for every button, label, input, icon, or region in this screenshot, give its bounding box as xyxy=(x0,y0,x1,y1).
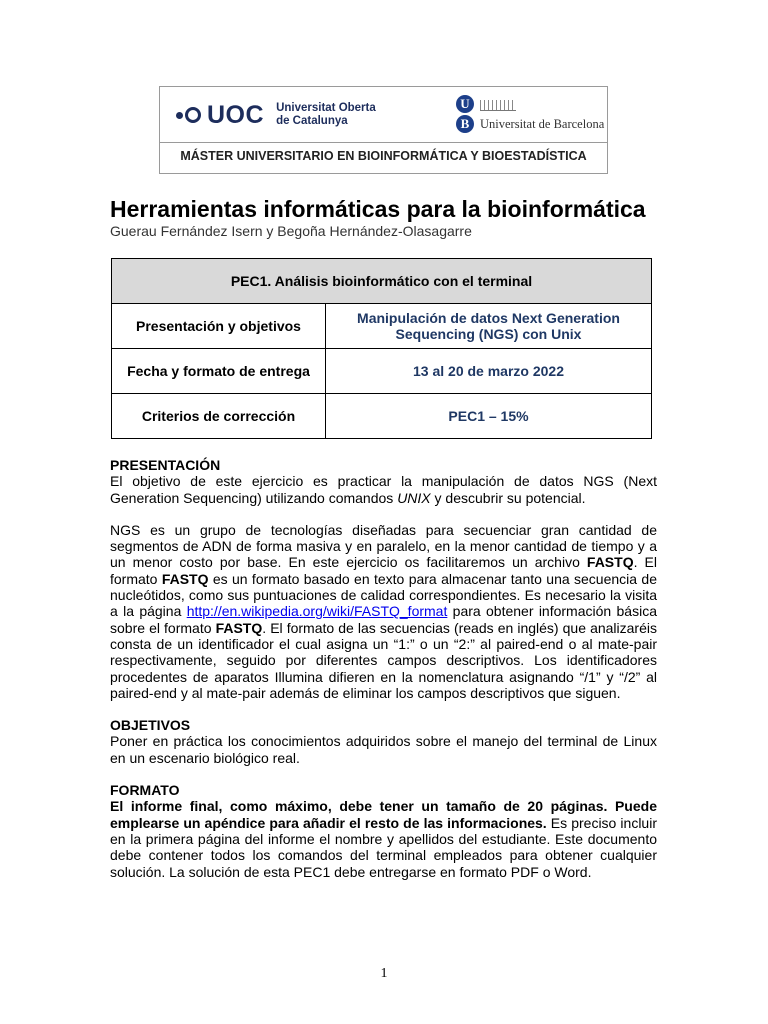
pec-info-table xyxy=(111,258,652,439)
formato-paragraph: El informe final, como máximo, debe tener un tamaño de 20 páginas. Puede emplearse un apéndice para añadir el resto de las informaciones. Es preciso incluir en la primera página del informe el nombre y apellidos del estudiante. Este documento debe contener todos los comandos del terminal empleados para obtener cualquier solución. La solución de esta PEC1 debe entregarse en formato PDF o Word. xyxy=(110,798,657,880)
ub-b-badge-icon: B xyxy=(456,115,474,133)
table-value: PEC1 – 15% xyxy=(326,394,652,439)
table-row xyxy=(112,394,652,439)
ub-building-icon xyxy=(480,100,516,111)
table-header-row xyxy=(112,259,652,304)
section-heading-objetivos: OBJETIVOS xyxy=(110,717,191,734)
table-key: Fecha y formato de entrega xyxy=(112,349,326,394)
master-title: MÁSTER UNIVERSITARIO EN BIOINFORMÁTICA Y BIOESTADÍSTICA xyxy=(180,149,587,163)
table-value: Manipulación de datos Next Generation Sequencing (NGS) con Unix xyxy=(326,304,652,349)
ub-name: Universitat de Barcelona xyxy=(480,117,605,131)
table-header: PEC1. Análisis bioinformático con el terminal xyxy=(112,259,652,304)
uoc-name: Universitat Oberta de Catalunya xyxy=(276,102,376,127)
presentacion-paragraph-2: NGS es un grupo de tecnologías diseñadas para secuenciar gran cantidad de segmentos de ADN de forma masiva y en paralelo, en la menor cantidad de tiempo y a un menor costo por base. En este ejercicio os facilitaremos un archivo FASTQ. El formato FASTQ es un formato basado en texto para almacenar tanto una secuencia de nucleótidos, como sus puntuaciones de calidad correspondientes. Es necesario la visita a la página http://en.wikipedia.org/wiki/FASTQ_format para obtener información básica sobre el formato FASTQ. El formato de las secuencias (reads en inglés) que analizaréis consta de un identificador el cual asigna un “1:” o un “2:” al paired-end o al mate-pair respectivamente, seguido por diferentes campos descriptivos. Los identificadores procedentes de aparatos Illumina difieren en la nomenclatura asignando “/1” y “/2” al paired-end y al mate-pair además de eliminar los campos descriptivos que siguen. xyxy=(110,521,657,701)
table-row xyxy=(112,304,652,349)
authors: Guerau Fernández Isern y Begoña Hernández-Olasagarre xyxy=(110,223,472,239)
course-title: Herramientas informáticas para la bioinformática xyxy=(110,196,646,222)
uoc-logo xyxy=(176,101,376,129)
ub-u-badge-icon: U xyxy=(456,95,474,113)
section-heading-presentacion: PRESENTACIÓN xyxy=(110,457,221,473)
table-key: Criterios de corrección xyxy=(112,394,326,439)
presentacion-paragraph-1: El objetivo de este ejercicio es practicar la manipulación de datos NGS (Next Generation Sequencing) utilizando comandos UNIX y descubrir su potencial. xyxy=(110,473,657,506)
table-value: 13 al 20 de marzo 2022 xyxy=(326,349,652,394)
objetivos-paragraph: Poner en práctica los conocimientos adquiridos sobre el manejo del terminal de Linux en un escenario biológico real. xyxy=(110,733,657,766)
institution-header xyxy=(159,86,608,174)
fastq-wikipedia-link[interactable]: http://en.wikipedia.org/wiki/FASTQ_format xyxy=(186,603,448,620)
section-heading-formato: FORMATO xyxy=(110,782,180,799)
page-number: 1 xyxy=(380,966,388,981)
table-key: Presentación y objetivos xyxy=(112,304,326,349)
header-divider xyxy=(160,142,607,143)
document-body xyxy=(110,457,657,880)
uoc-symbol-icon xyxy=(176,107,201,123)
uoc-wordmark: UOC xyxy=(207,100,265,129)
table-row xyxy=(112,349,652,394)
